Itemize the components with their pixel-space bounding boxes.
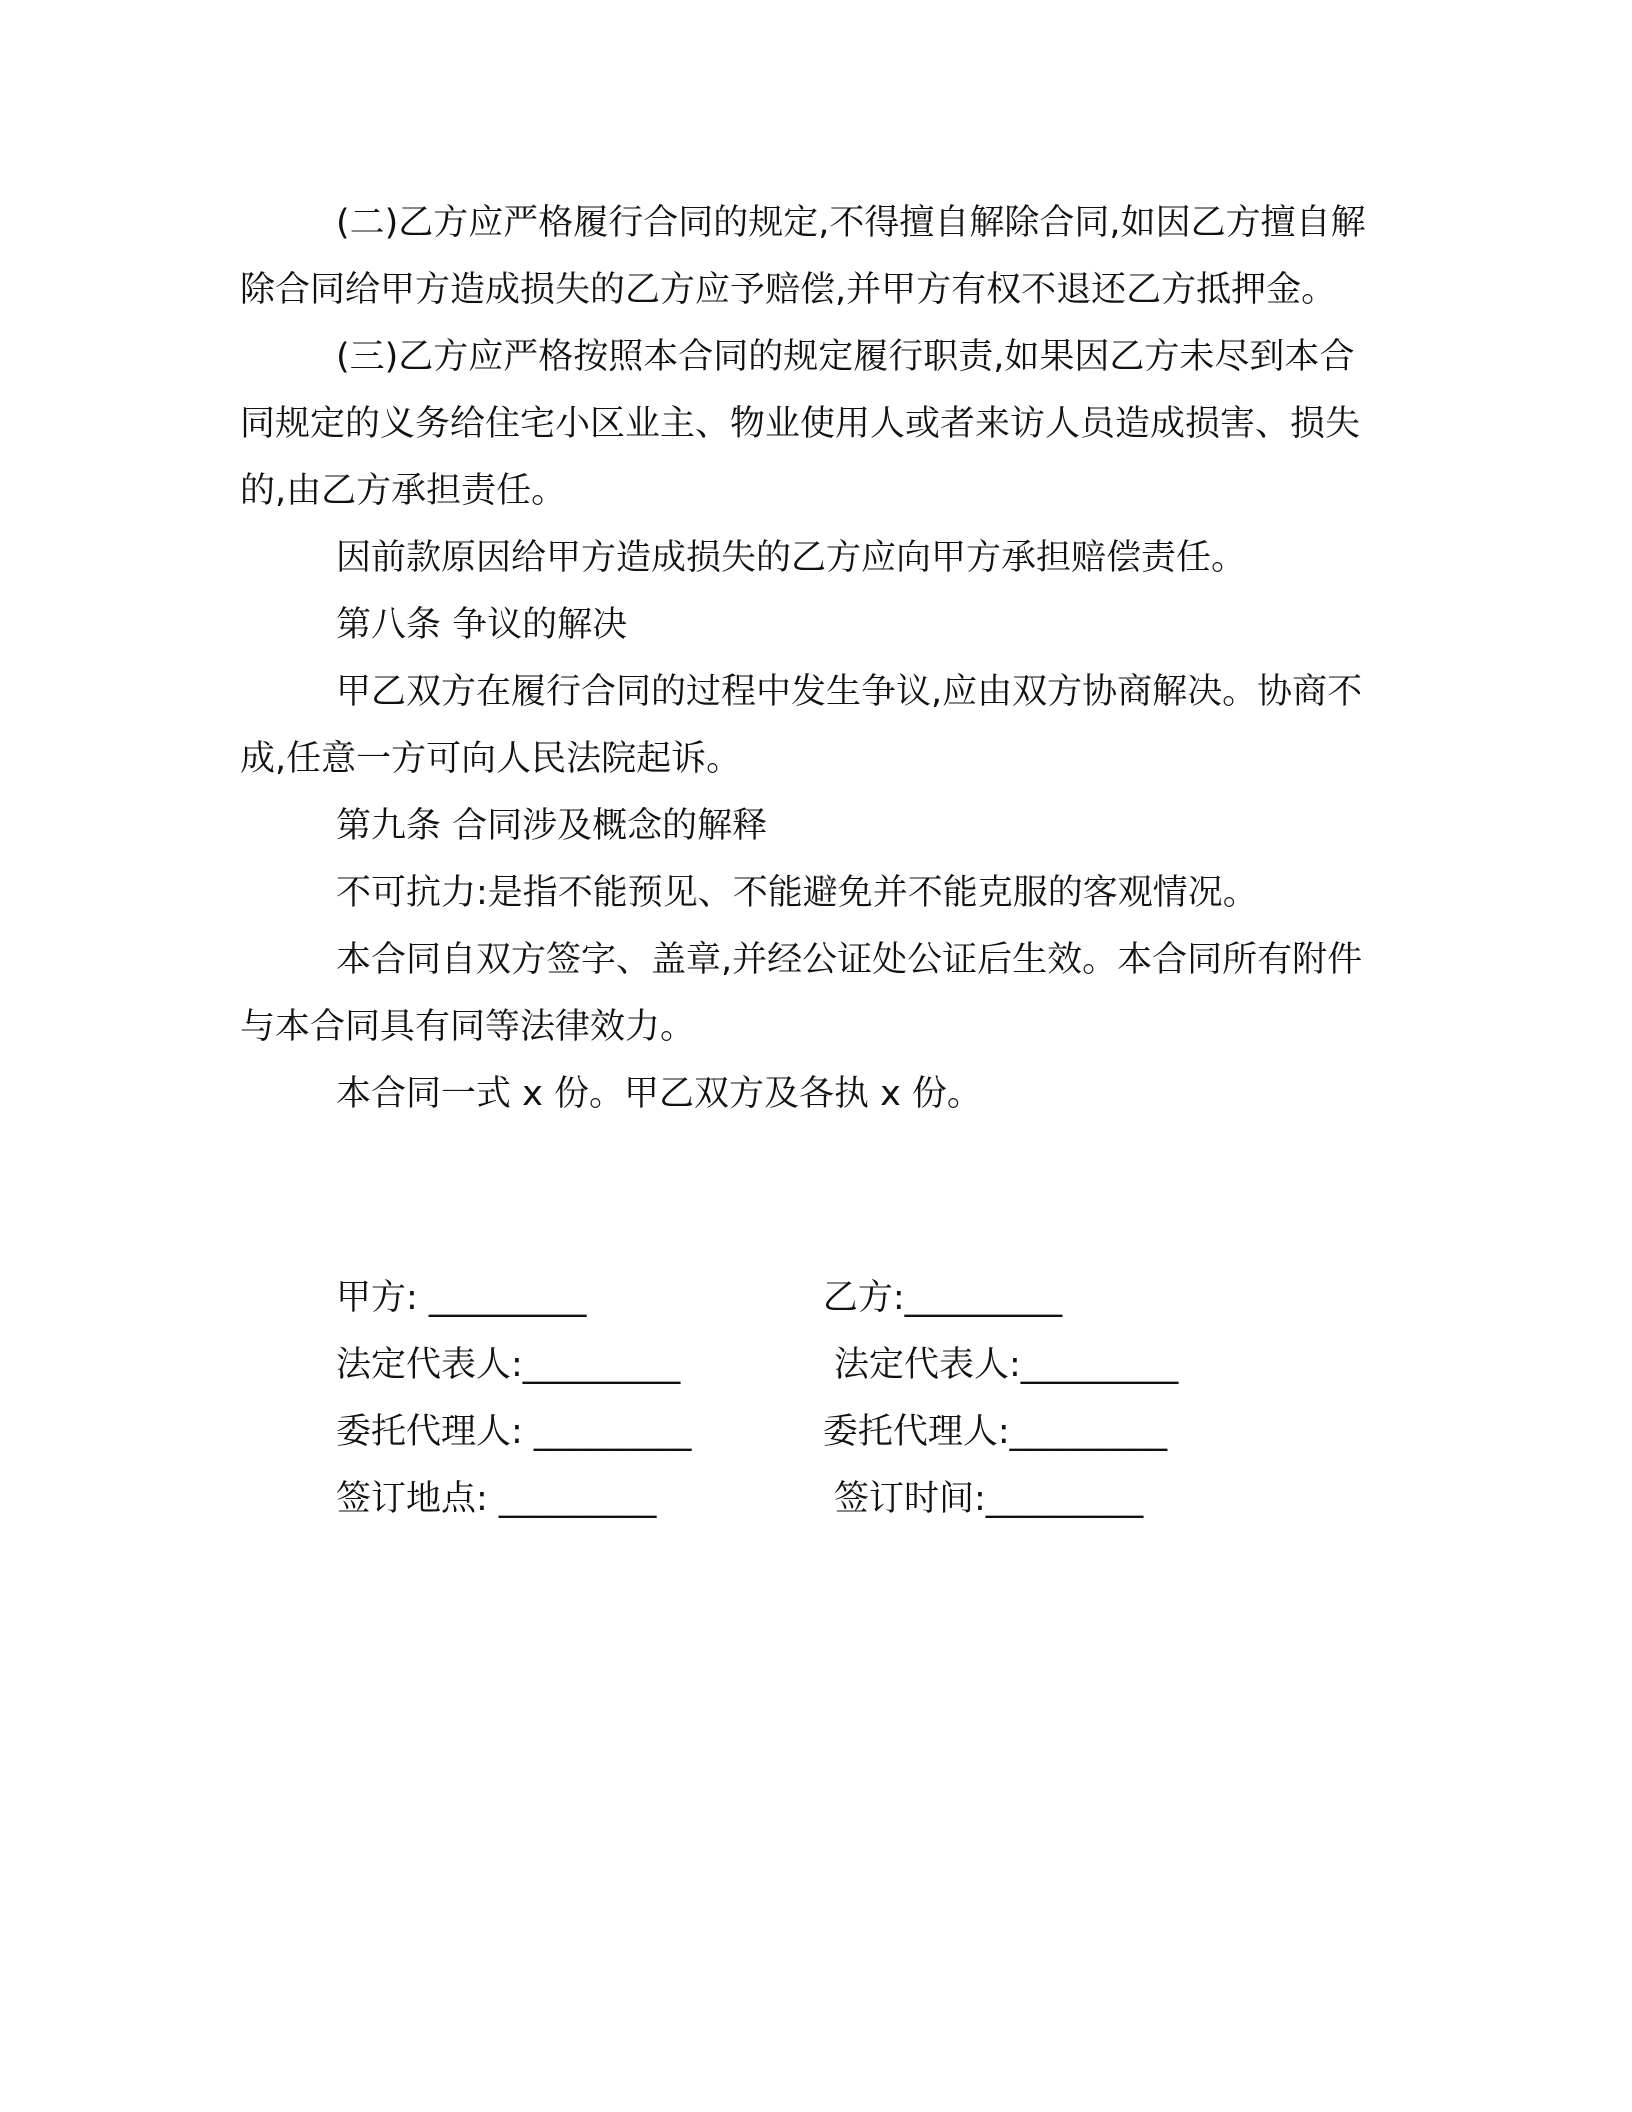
signature-row-agent [336, 1399, 1236, 1466]
clause-liability: 因前款原因给甲方造成损失的乙方应向甲方承担赔偿责任。 [336, 538, 1247, 578]
copies-clause: 本合同一式 x 份。甲乙双方及各执 x 份。 [336, 1074, 982, 1114]
article-8-text: 甲乙双方在履行合同的过程中发生争议,应由双方协商解决。协商不成,任意一方可向人民法院起诉。 [240, 672, 1363, 779]
signing-time-field: 签订时间:_________ [822, 1479, 1144, 1519]
clause-2: (二)乙方应严格履行合同的规定,不得擅自解除合同,如因乙方擅自解除合同给甲方造成损失的乙方应予赔偿,并甲方有权不退还乙方抵押金。 [240, 203, 1366, 310]
party-b-field: 乙方:_________ [822, 1278, 1063, 1318]
signing-place-field: 签订地点: _________ [336, 1479, 657, 1519]
party-b-legal-rep-field: 法定代表人:_________ [822, 1345, 1179, 1385]
clause-3: (三)乙方应严格按照本合同的规定履行职责,如果因乙方未尽到本合同规定的义务给住宅小区业主、物业使用人或者来访人员造成损害、损失的,由乙方承担责任。 [240, 337, 1361, 511]
signature-row-place-time [336, 1466, 1236, 1533]
contract-body [240, 190, 1380, 1128]
article-8-heading: 第八条 争议的解决 [336, 605, 628, 645]
signature-block [336, 1265, 1236, 1533]
force-majeure-definition: 不可抗力:是指不能预见、不能避免并不能克服的客观情况。 [336, 873, 1258, 913]
signature-row-party [336, 1265, 1236, 1332]
party-a-legal-rep-field: 法定代表人:_________ [336, 1345, 681, 1385]
party-a-agent-field: 委托代理人: _________ [336, 1412, 692, 1452]
effectiveness-clause: 本合同自双方签字、盖章,并经公证处公证后生效。本合同所有附件与本合同具有同等法律效力。 [240, 940, 1363, 1047]
party-b-agent-field: 委托代理人:_________ [822, 1412, 1168, 1452]
article-9-heading: 第九条 合同涉及概念的解释 [336, 806, 768, 846]
party-a-field: 甲方: _________ [336, 1278, 587, 1318]
signature-row-legal-rep [336, 1332, 1236, 1399]
